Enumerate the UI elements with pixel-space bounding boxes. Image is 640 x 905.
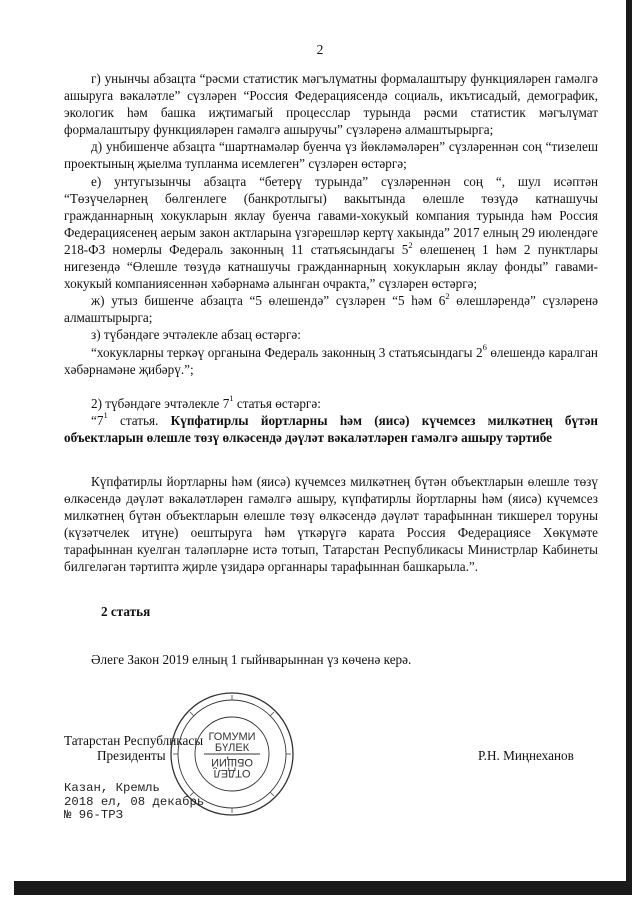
article-label: статья. [107,412,171,428]
article-body: Күпфатирлы йортларны һәм (яисә) күчемсез милкәтнең бүтән объектларын өлешле төзү өлкәсендә дәүләт вәкаләтләрен гамәлгә ашыру, күпфатирлы йортларны һәм (яисә) күчемсез милкәтнең бүтән объектларын өлешле төзү өлкәсендә дәүләт тарафыннан тикшерел торуны (күзәтчелек итүне) оештыруга һәм үткәрүгә карата Россия Федерациясе Хөкүмәте тарафыннан куелган таләпләрне истә тотып, Татарстан Республикасы Министрлар Кабинеты билгеләгән тәртиптә җирле үзидарә органнары тарафыннан башкарыла.”. [64,473,598,575]
paragraph-zh-text-1: ж) утыз бишенче абзацта “5 өлешендә” сүзләрен “5 һәм 6 [91,293,446,309]
paragraph-e-text-1: е) унтугызынчы абзацта “бетерү турында” сүзләреннән соң “, шул исәптән “Төзүчеләрнең бөлгенлеге (банкротлыгы) вакытында өлешле төзүдә катнашучы гражданнарның хокукларын яклау буенча гавами-хокукый компания турында һәм Россия Федерациясенең аерым закон актларына үзгәрешләр кертү хакында” 2017 елның 29 июлендәге 218-ФЗ номерлы Федераль законның 11 статьясындагы 5 [64,173,598,257]
signature-role: Президенты [97,748,166,763]
paragraph-zh [64,292,598,326]
effective-date-paragraph: Әлеге Закон 2019 елның 1 гыйнварыннан үз көченә керә. [91,651,412,667]
document-footer [64,782,204,823]
footer-number: № 96-ТРЗ [64,808,124,822]
stamp-text-3: ОБЩИЙ [211,756,253,768]
article-2-heading: 2 статья [101,603,151,619]
paragraph-e-superscript: 2 [408,239,413,250]
document-body [64,70,598,668]
article-title-bold: Күпфатирлы йортларны һәм (яисә) күчемсез милкәтнең бүтән объектларын өлешле төзү өлкәсендә дәүләт вәкаләтләрен гамәлгә ашыру тәртибе [64,412,598,445]
paragraph-d: д) унбишенче абзацта “шартнамәләр буенча үз йөкләмәләрен” сүзләреннән соң “тизелеш проектының җыелма тупланма исемлеген” сүзләрен өстәргә; [64,139,598,172]
signature-name: Р.Н. Миңнеханов [478,748,574,763]
scan-border-bottom [14,881,628,895]
paragraph-2-text-1: 2) түбәндәге эчтәлекле 7 [91,395,230,411]
paragraph-e [64,173,598,293]
footer-place: Казан, Кремль [64,781,160,795]
stamp-text-2: БҮЛЕК [214,742,250,754]
paragraph-g: г) унынчы абзацта “рәсми статистик мәгълүматны формалаштыру функцияләрен гамәлгә ашыруга вәкаләтле” сүзләрен “Россия Федерациясендә социаль, икътисадый, демографик, экологик һәм башка иҗтимагый процесслар турында рәсми статистик мәгълүмат формалаштыру функцияләрен гамәлгә ашыручы” сүзләренә алмаштырырга; [64,71,598,138]
paragraph-2-superscript: 1 [229,393,234,404]
stamp-text-1: ГОМУМИ [208,731,256,743]
paragraph-zh-superscript: 2 [445,290,450,301]
stamp-text-4: ОТДЕЛ [213,767,251,779]
paragraph-quote-text-2: өлешендә каралган хәбәрнамәне җибәрү.”; [64,344,598,377]
paragraph-quote-text-1: “хокукларны теркәү органына Федераль законның 3 статьясындагы 2 [91,344,483,360]
article-title [64,412,598,446]
article-number-open: “7 [91,412,104,428]
scan-border-right [626,0,632,895]
paragraph-zh-text-2: өлешләрендә” сүзләренә алмаштырырга; [64,293,598,326]
paragraph-z: з) түбәндәге эчтәлекле абзац өстәргә: [91,327,301,343]
paragraph-quote-superscript: 6 [482,342,487,353]
article-number-superscript: 1 [103,410,108,421]
paragraph-quote [64,344,598,378]
paragraph-2-text-2: статья өстәргә: [233,395,321,411]
page-number: 2 [316,42,324,57]
paragraph-e-text-2: өлешенең 1 һәм 2 пунктлары нигезендә “Өлешле төзүдә катнашучы гражданнарның хокукларын яклау фонды” гавами-хокукый компаниясеннән хәбәрнамә алынган очракта,” сүзләрен өстәргә; [64,241,598,292]
paragraph-2 [64,395,598,412]
signature-organization: Татарстан Республикасы [64,733,204,748]
footer-date: 2018 ел, 08 декабрь [64,794,205,809]
